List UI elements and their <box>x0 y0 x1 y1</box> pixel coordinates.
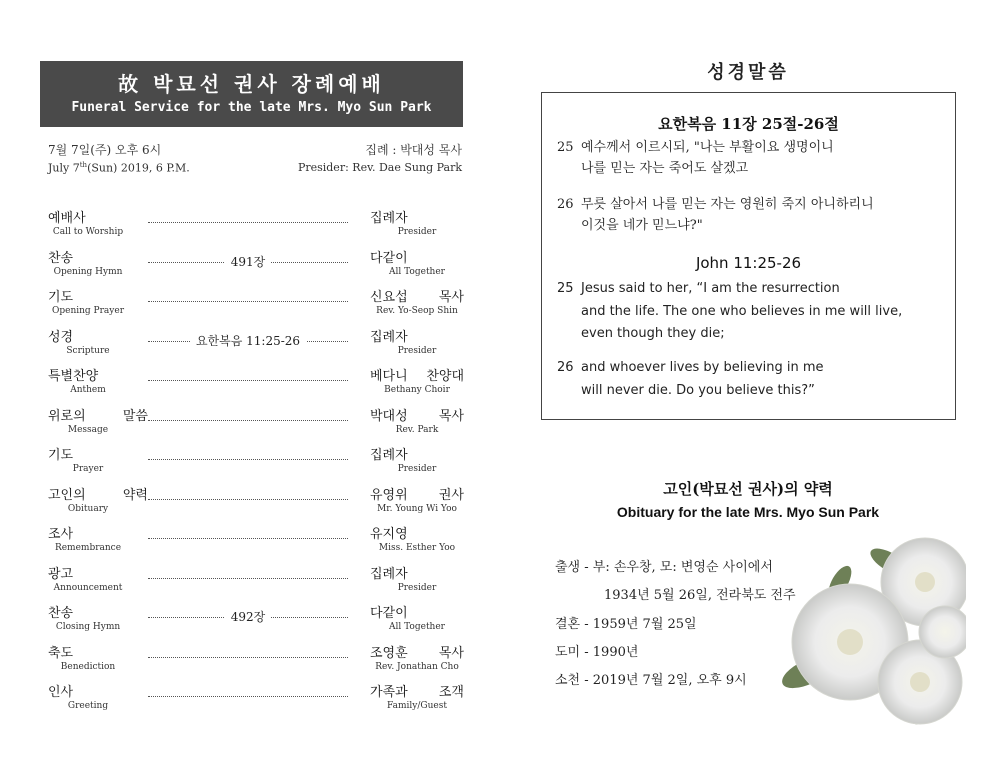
program-row <box>48 521 466 561</box>
obituary-title-english: Obituary for the late Mrs. Myo Sun Park <box>616 504 880 520</box>
program-item-korean: 찬송 <box>48 250 74 266</box>
program-row <box>48 679 466 719</box>
program-leader-english: Family/Guest <box>387 701 447 711</box>
program-item-korean: 찬송 <box>48 606 74 621</box>
verse-line: 예수께서 이르시되, "나는 부활이요 생명이니 <box>581 140 834 155</box>
dotted-leader-line <box>148 222 348 223</box>
dotted-leader-line <box>148 538 348 539</box>
obituary-immigration: 도미 - 1990년 <box>555 645 639 660</box>
program-leader-english: Presider <box>397 464 437 474</box>
program-row <box>48 442 466 482</box>
program-leader-english: All Together <box>389 266 445 277</box>
program-item-english: Greeting <box>67 701 109 711</box>
program-item-english: Anthem <box>70 385 106 395</box>
program-leader-english: Rev. Park <box>395 424 439 435</box>
verse-line: 나를 믿는 자는 죽어도 살겠고 <box>581 161 749 176</box>
obituary-death: 소천 - 2019년 7월 2일, 오후 9시 <box>555 673 747 688</box>
program-row <box>48 600 466 640</box>
dotted-leader-line <box>148 459 348 460</box>
program-item-korean: 위로의 말씀 <box>48 408 148 424</box>
program-leader-korean: 조영훈 목사 <box>370 645 464 661</box>
program-row <box>48 284 466 324</box>
dotted-leader-line <box>148 420 348 421</box>
verse-25-korean <box>557 137 834 179</box>
program-leader-english: All Together <box>389 622 445 632</box>
program-leader-korean: 베다니 찬양대 <box>370 369 464 384</box>
program-item-english: Message <box>67 424 109 435</box>
verse-number: 25 <box>557 140 574 155</box>
program-item-korean: 기도 <box>48 290 74 305</box>
program-item-korean: 고인의 약력 <box>48 487 148 503</box>
program-leader-english: Presider <box>397 227 437 237</box>
program-leader-korean: 집례자 <box>370 448 408 463</box>
verse-25-english <box>557 278 902 346</box>
order-of-service <box>48 205 466 719</box>
program-row <box>48 482 466 522</box>
verse-26-english <box>557 357 824 402</box>
scripture-reference-korean: 요한복음 11장 25절-26절 <box>658 115 839 133</box>
verse-line: and whoever lives by believing in me <box>581 360 824 375</box>
program-leader-english: Bethany Choir <box>384 385 450 395</box>
program-leader-korean: 유영위 권사 <box>370 487 464 503</box>
obituary-birth-place: 1934년 5월 26일, 전라북도 전주 <box>604 588 796 603</box>
program-row <box>48 403 466 443</box>
program-item-english: Scripture <box>66 345 110 356</box>
dotted-leader-line <box>148 380 348 381</box>
verse-number: 26 <box>557 197 574 212</box>
program-item-english: Closing Hymn <box>55 622 121 632</box>
program-leader-korean: 집례자 <box>370 211 408 226</box>
program-leader-korean: 다같이 <box>370 250 408 266</box>
obituary-title-korean: 고인(박묘선 권사)의 약력 <box>663 480 833 498</box>
program-leader-english: Rev. Yo-Seop Shin <box>376 306 458 316</box>
program-item-english: Prayer <box>72 464 104 474</box>
dotted-leader-line <box>148 301 348 302</box>
presider-korean: 집례 : 박대성 목사 <box>365 143 462 157</box>
program-row <box>48 363 466 403</box>
scripture-box <box>541 92 956 420</box>
verse-number: 26 <box>557 360 574 375</box>
program-item-korean: 예배사 <box>48 211 86 226</box>
program-leader-korean: 다같이 <box>370 606 408 621</box>
program-row <box>48 324 466 364</box>
program-item-english: Benediction <box>60 661 116 672</box>
program-item-detail-text: 요한복음 11:25-26 <box>190 334 306 348</box>
program-item-korean: 기도 <box>48 448 74 463</box>
program-item-korean: 광고 <box>48 566 74 582</box>
verse-line: 무릇 살아서 나를 믿는 자는 영원히 죽지 아니하리니 <box>581 197 874 212</box>
program-leader-english: Rev. Jonathan Cho <box>375 661 459 672</box>
program-item-korean: 특별찬양 <box>48 369 99 384</box>
title-english: Funeral Service for the late Mrs. Myo Sun Park <box>71 100 432 115</box>
program-leader-korean: 집례자 <box>370 566 408 582</box>
program-leader-korean: 가족과 조객 <box>370 685 464 700</box>
program-leader-english: Miss. Esther Yoo <box>378 543 456 553</box>
service-date-english <box>48 161 190 175</box>
service-title-banner <box>40 61 463 127</box>
dotted-leader-line <box>148 499 348 500</box>
program-leader-korean: 집례자 <box>370 329 408 345</box>
date-en-suffix: th <box>79 161 88 169</box>
program-item-detail <box>148 332 348 349</box>
program-item-korean: 성경 <box>48 329 74 345</box>
program-row <box>48 640 466 680</box>
obituary-marriage: 결혼 - 1959년 7월 25일 <box>555 617 697 632</box>
program-item-english: Call to Worship <box>52 227 124 237</box>
program-item-english: Obituary <box>67 503 109 514</box>
title-korean: 故 박묘선 권사 장례예배 <box>118 72 385 96</box>
program-row <box>48 205 466 245</box>
service-date-korean: 7월 7일(주) 오후 6시 <box>48 143 162 157</box>
verse-line: and the life. The one who believes in me will live, <box>581 303 903 319</box>
program-item-detail-text: 491장 <box>225 255 272 269</box>
dotted-leader-line <box>148 657 348 658</box>
program-leader-korean: 박대성 목사 <box>370 408 464 424</box>
verse-line: 이것을 네가 믿느냐?" <box>581 218 703 233</box>
scripture-heading: 성경말씀 <box>707 62 789 83</box>
chrysanthemum-image <box>770 522 966 728</box>
verse-number: 25 <box>557 281 574 296</box>
dotted-leader-line <box>148 696 348 697</box>
presider-english: Presider: Rev. Dae Sung Park <box>297 161 462 174</box>
verse-line: even though they die; <box>581 326 725 341</box>
program-item-korean: 축도 <box>48 645 74 661</box>
program-item-english: Announcement <box>53 582 123 593</box>
program-item-english: Remembrance <box>54 543 122 553</box>
program-item-detail <box>148 253 348 270</box>
verse-26-korean <box>557 194 874 236</box>
date-en-month-day: July 7 <box>48 161 80 175</box>
program-leader-english: Presider <box>397 345 437 356</box>
scripture-reference-english: John 11:25-26 <box>695 254 802 272</box>
program-row <box>48 245 466 285</box>
program-leader-korean: 신요섭 목사 <box>370 290 464 305</box>
program-item-detail <box>148 608 348 625</box>
program-leader-english: Mr. Young Wi Yoo <box>377 503 457 514</box>
program-item-english: Opening Prayer <box>52 306 124 316</box>
program-leader-english: Presider <box>397 582 437 593</box>
verse-line: will never die. Do you believe this?” <box>581 382 815 398</box>
program-item-detail-text: 492장 <box>225 610 272 624</box>
program-item-korean: 인사 <box>48 685 74 700</box>
obituary-birth-line: 출생 - 부: 손우창, 모: 변영순 사이에서 <box>555 560 773 575</box>
program-leader-korean: 유지영 <box>370 527 408 542</box>
program-row <box>48 561 466 601</box>
date-en-rest: (Sun) 2019, 6 P.M. <box>87 161 190 175</box>
program-item-english: Opening Hymn <box>53 266 123 277</box>
dotted-leader-line <box>148 578 348 579</box>
verse-line: Jesus said to her, “I am the resurrection <box>581 281 840 296</box>
program-item-korean: 조사 <box>48 527 74 542</box>
